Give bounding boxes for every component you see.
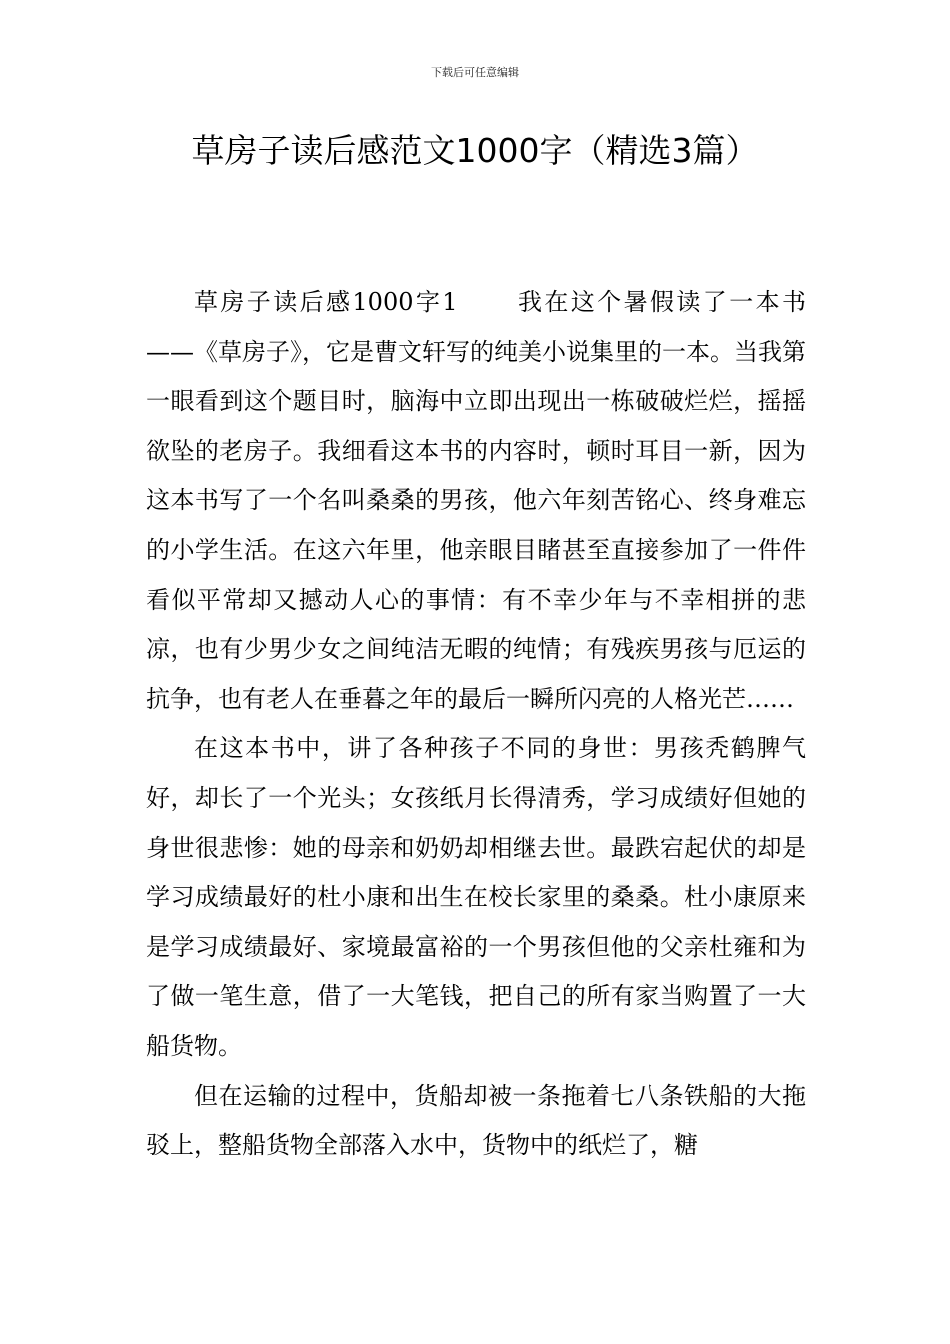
document-body [146, 278, 806, 1171]
paragraph-text: 在这本书中，讲了各种孩子不同的身世：男孩秃鹤脾气好，却长了一个光头；女孩纸月长得清秀，学习成绩好但她的身世很悲惨：她的母亲和奶奶却相继去世。最跌宕起伏的却是学习成绩最好的杜小康和出生在校长家里的桑桑。杜小康原来是学习成绩最好、家境最富裕的一个男孩但他的父亲杜雍和为了做一笔生意，借了一大笔钱，把自己的所有家当购置了一大船货物。 [146, 734, 806, 1060]
document-title: 草房子读后感范文1000字（精选3篇） [191, 131, 759, 170]
paragraph-text: 我在这个暑假读了一本书——《草房子》，它是曹文轩写的纯美小说集里的一本。当我第一眼看到这个题目时，脑海中立即出现出一栋破破烂烂，摇摇欲坠的老房子。我细看这本书的内容时，顿时耳目一新，因为这本书写了一个名叫桑桑的男孩，他六年刻苦铭心、终身难忘的小学生活。在这六年里，他亲眼目睹甚至直接参加了一件件看似平常却又撼动人心的事情：有不幸少年与不幸相拼的悲凉，也有少男少女之间纯洁无暇的纯情；有残疾男孩与厄运的抗争，也有老人在垂暮之年的最后一瞬所闪亮的人格光芒…… [146, 288, 807, 713]
paragraph-2 [146, 724, 806, 1071]
paragraph-text: 但在运输的过程中，货船却被一条拖着七八条铁船的大拖驳上，整船货物全部落入水中，货物中的纸烂了，糖 [146, 1081, 806, 1160]
paragraph-1 [146, 278, 806, 724]
section-subheading: 草房子读后感1000字1 [194, 288, 458, 316]
paragraph-3 [146, 1072, 806, 1171]
header-note: 下载后可任意编辑 [431, 66, 519, 79]
